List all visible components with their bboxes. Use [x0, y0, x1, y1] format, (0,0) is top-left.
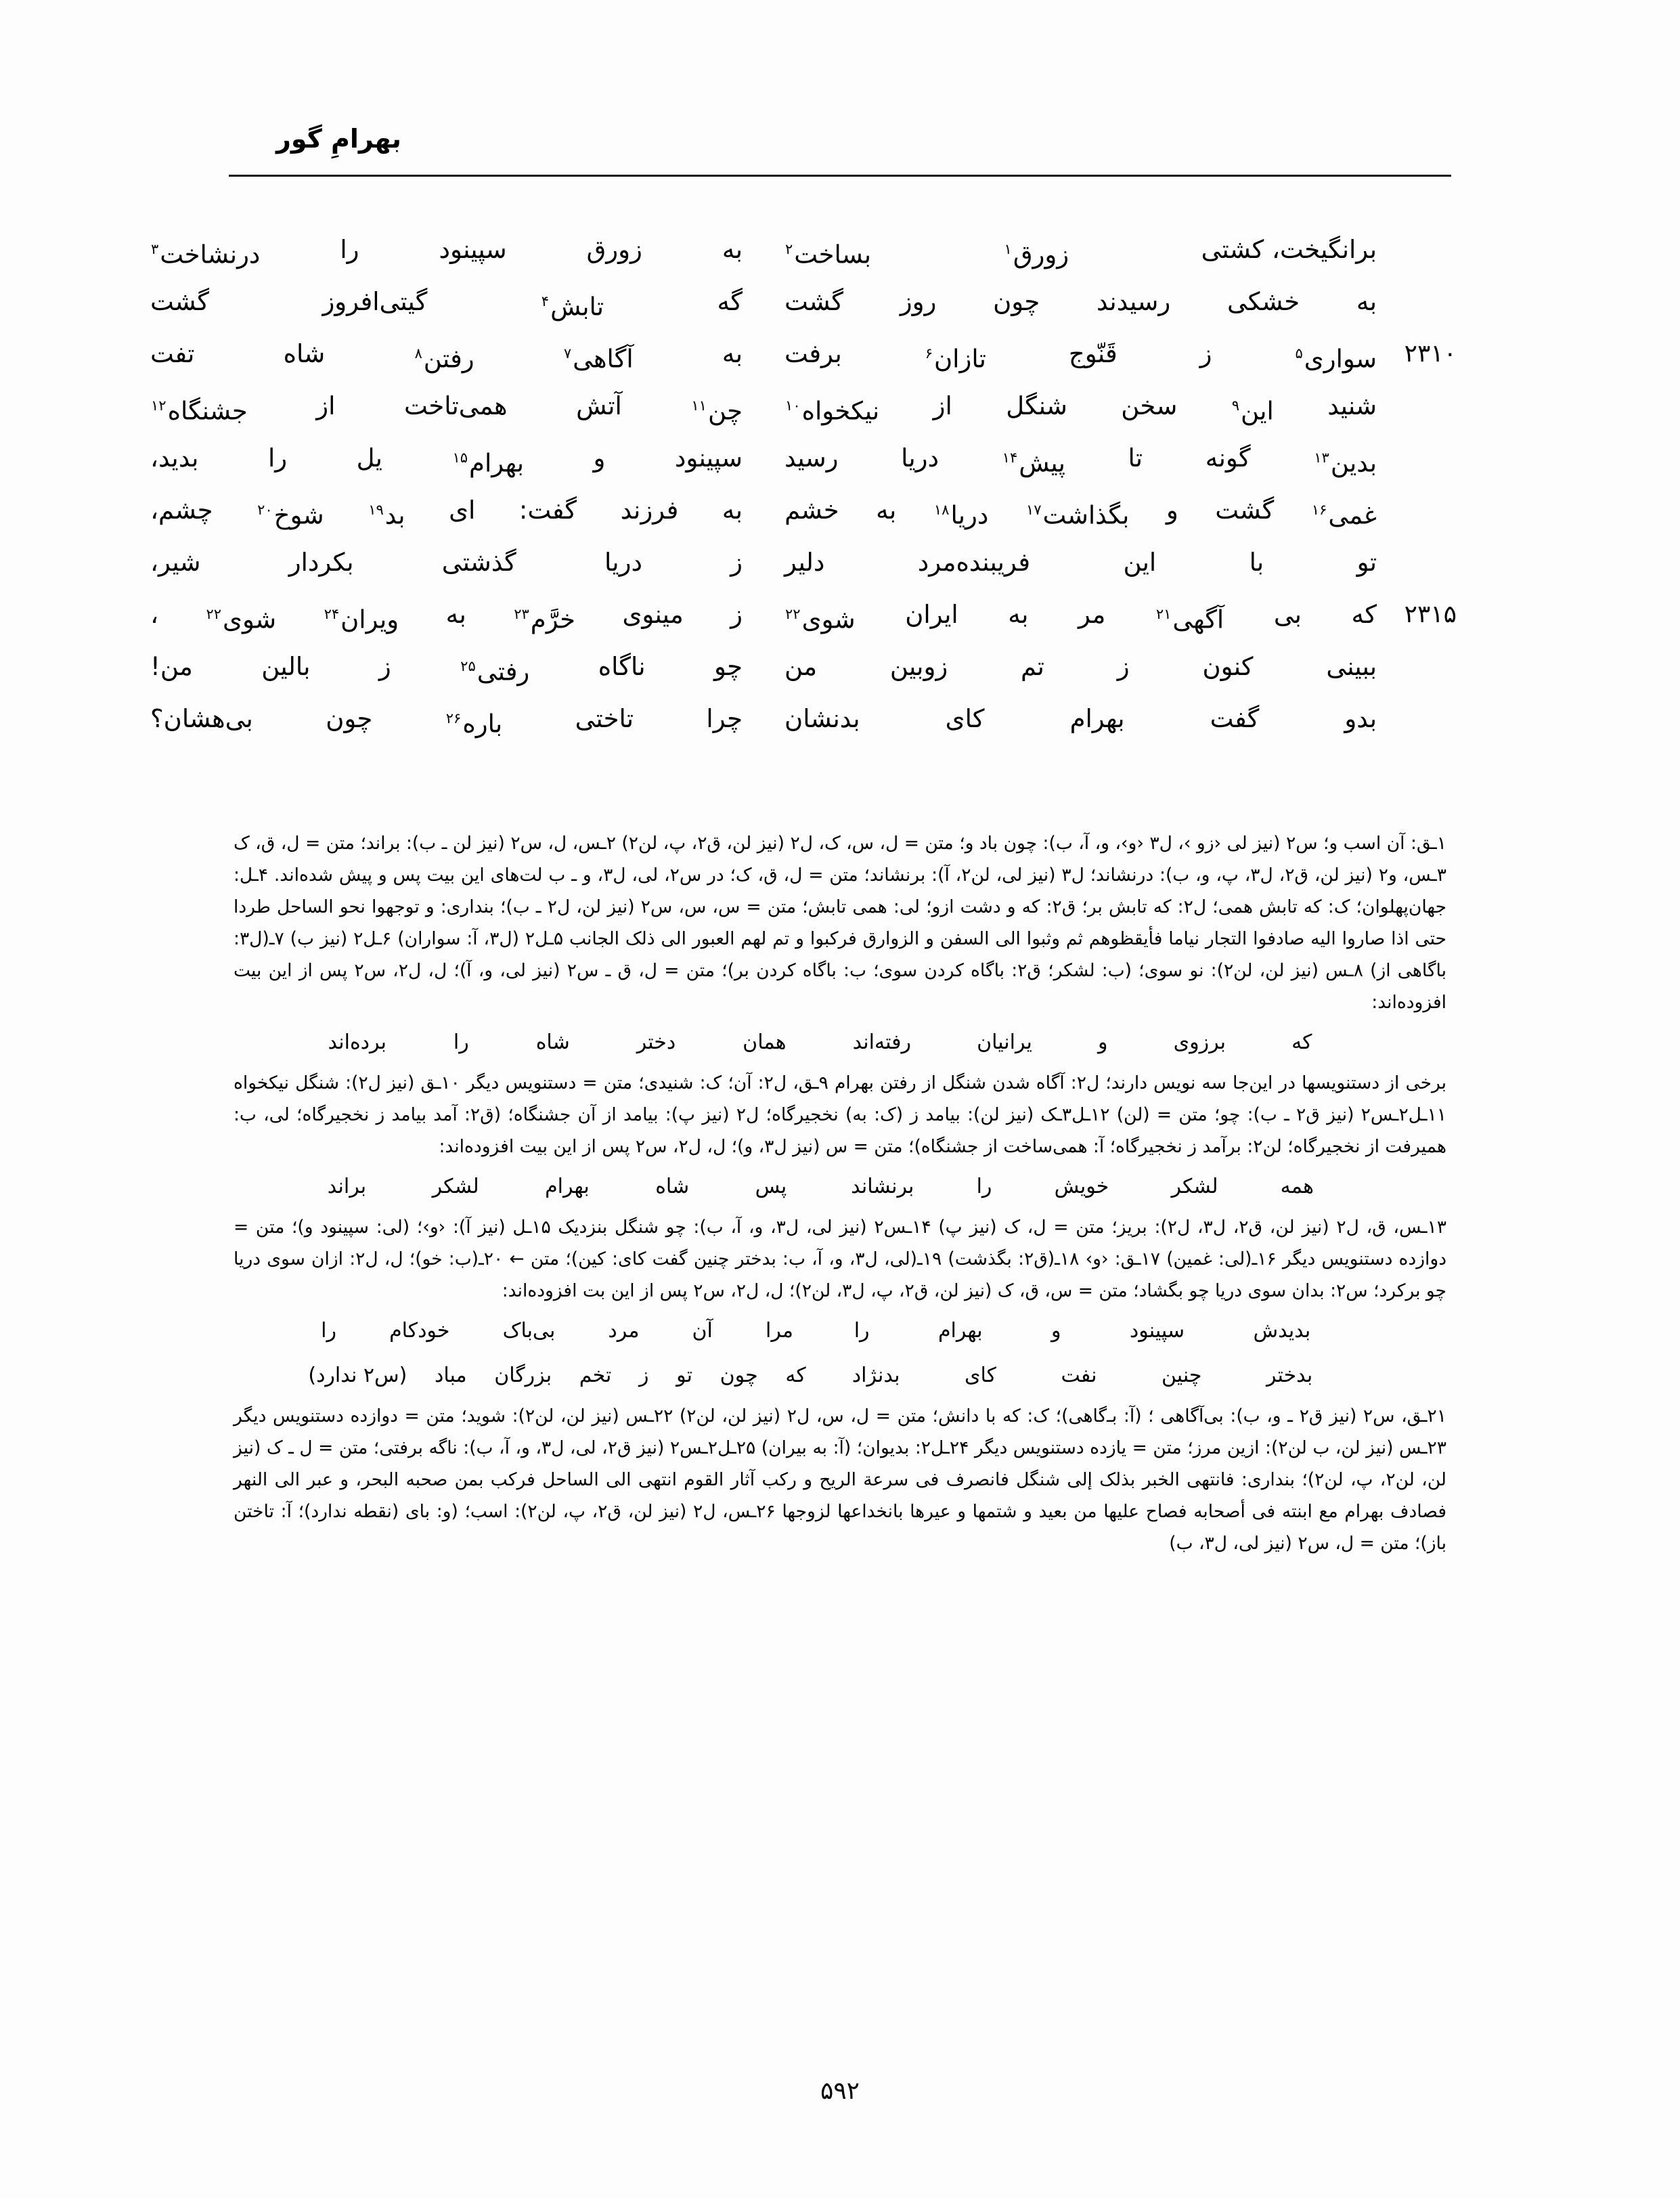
hemistich-first [760, 588, 1457, 645]
inserted-verse-word: مرا [765, 1319, 793, 1343]
inserted-verse-line [234, 1167, 1446, 1207]
inserted-verse-word: بدیدش [1253, 1319, 1311, 1343]
inserted-verse-word: رفته‌اند [852, 1030, 911, 1054]
hemistich-words [760, 223, 1377, 280]
inserted-verse-word: و [1051, 1319, 1061, 1343]
hemistich-first [760, 693, 1457, 745]
verse-word: آگاهی$^۷$ [563, 344, 634, 374]
verse-word: همی‌تاخت [403, 391, 508, 420]
hemistich-second [126, 536, 760, 588]
inserted-hemistich-right [820, 1167, 1345, 1207]
verse-word: مر [1078, 600, 1106, 629]
verse-word: بدین$^{۱۳}$ [1314, 448, 1377, 478]
verse-word: گشت [1215, 496, 1275, 525]
verse-line [150, 432, 1457, 484]
verse-word: بکردار [288, 548, 354, 577]
hemistich-words [126, 588, 743, 645]
footnote-marker: ۱۳ [1314, 450, 1329, 466]
hemistich-words [126, 276, 743, 332]
verse-word: ز [730, 600, 743, 629]
inserted-verse-word: را [854, 1319, 870, 1343]
inserted-verse-word: شاه [535, 1030, 570, 1054]
inserted-hemistich-left [294, 1311, 820, 1351]
inserted-verse-word: دختر [636, 1030, 676, 1054]
verse-word: چشم، [150, 496, 213, 525]
verse-word: رسید [784, 443, 839, 473]
verse-block [150, 223, 1457, 745]
hemistich-first [760, 432, 1457, 489]
verse-number: ۲۳۱۵ [1404, 601, 1457, 628]
hemistich-words [760, 640, 1377, 693]
verse-word: این$^۹$ [1231, 396, 1274, 426]
verse-word: خرَّم$^{۲۳}$ [514, 605, 575, 634]
inserted-verse-word: بهرام [937, 1319, 983, 1343]
inserted-verse-word: لشکر [432, 1175, 479, 1198]
inserted-verse-word: برده‌اند [328, 1030, 386, 1054]
hemistich-words [760, 693, 1377, 745]
inserted-verse-word: را [453, 1030, 469, 1054]
verse-word: زوبین [889, 652, 948, 681]
hemistich-words [760, 276, 1377, 328]
inserted-verse-word: بزرگان [494, 1364, 552, 1387]
footnote-marker: ۲۶ [445, 710, 462, 726]
verse-word: به [722, 496, 743, 525]
inserted-verse-word: مباد [434, 1364, 467, 1387]
footnote-marker: ۲۰ [257, 502, 273, 518]
verse-line [150, 640, 1457, 693]
verse-word: و [593, 443, 606, 473]
verse-word: ویران$^{۲۴}$ [324, 605, 399, 634]
hemistich-second [126, 693, 760, 749]
footnote-marker: ۷ [563, 345, 572, 362]
verse-word: دریا [901, 443, 940, 473]
inserted-verse-word: کای [965, 1364, 996, 1387]
verse-line [150, 588, 1457, 640]
inserted-verse-word: خویش [1054, 1175, 1109, 1198]
verse-word: بالین [261, 652, 311, 681]
hemistich-first [760, 380, 1457, 437]
inserted-verse-word: یرانیان [977, 1030, 1032, 1054]
hemistich-words [126, 693, 743, 749]
inserted-verse-word: لشکر [1171, 1175, 1218, 1198]
inserted-hemistich-right [820, 1311, 1345, 1351]
verse-word: فریبنده‌مرد [917, 548, 1031, 577]
verse-word: آگهی$^{۲۱}$ [1155, 605, 1224, 634]
inserted-verse-word: که [785, 1364, 806, 1387]
apparatus-paragraph: ۲۱ـق، س۲ (نیز ق۲ ـ و، ب): بی‌آگاهی ؛ (آ: بـ‌گاهی)؛ ک: که با دانش؛ متن = ل، س، ل۲ (نیز لن، لن۲) ۲۲ـس (نیز لن، لن۲): شوید؛ متن = دوازده دستنویس دیگر ۲۳ـس (نیز لن، ب لن۲): ازین مرز؛ متن = یازده دستنویس دیگر ۲۴ـل۲: بدیوان؛ (آ: به بیران) ۲۵ـل۲ـس۲ (نیز ق۲، لی، ل۳، و، آ، ب): ناگه برفتی؛ متن = ل ـ ک (نیز لن، لن۲، پ، لن۲)؛ بنداری: فانتهی الخبر بذلک إلی شنگل فانصرف فی سرعة الریح و رکب آثار القوم انتهی الی الساحل فرکب بمن صحبه البحر، و عبر الی النهر فصادف بهرام مع ابنته فی أصحابه فصاح علیها من بعید و شتمها و عیرها بانخداعها لزوجها ۲۶ـس، ل۲ (نیز لن، ق۲، پ، لن۲): اسب؛ (و: بای (نقطه ندارد)؛ آ: تاختن باز)؛ متن = ل، س۲ (نیز لی، ل۳، ب) [234, 1406, 1447, 1554]
footnote-marker: ۲۳ [514, 606, 529, 622]
footnote-marker: ۲۲ [785, 606, 801, 622]
footnote-marker: ۱۹ [368, 502, 384, 518]
running-head: بهرامِ گور [276, 124, 401, 154]
inserted-verse-word: چون [720, 1364, 758, 1387]
verse-word: شنگل [1006, 391, 1067, 420]
inserted-hemistich-left [294, 1022, 820, 1063]
verse-word: بساخت$^۲$ [785, 240, 872, 269]
verse-word: شیر، [150, 548, 201, 577]
verse-word: شوی$^{۲۲}$ [206, 605, 277, 634]
footnote-marker: ۱۶ [1311, 502, 1327, 518]
verse-word: تابش$^۴$ [541, 292, 604, 322]
verse-word: به [722, 235, 743, 264]
inserted-verse-word: شاه [655, 1175, 690, 1198]
verse-word: ز [730, 548, 743, 577]
verse-word: ایران [905, 600, 958, 629]
inserted-verse-word: همان [743, 1030, 787, 1054]
hemistich-second [126, 223, 760, 280]
hemistich-first [760, 536, 1457, 588]
hemistich-words [126, 640, 743, 697]
verse-word: تا [1128, 443, 1143, 473]
inserted-verse-line [234, 1311, 1446, 1351]
verse-word: گیتی‌افروز [322, 287, 428, 316]
inserted-hemistich-right [820, 1022, 1345, 1063]
inserted-hemistich-left [294, 1167, 820, 1207]
inserted-verse-word: که [1291, 1030, 1312, 1054]
verse-word: ببینی [1326, 652, 1377, 681]
verse-word: گفت [1210, 704, 1260, 733]
verse-word: درنشاخت$^۳$ [151, 240, 261, 269]
verse-word: من [784, 652, 818, 681]
verse-word: ز [1199, 339, 1212, 368]
hemistich-words [126, 484, 743, 541]
hemistich-words [760, 432, 1377, 489]
verse-word: شوخ$^{۲۰}$ [257, 500, 324, 530]
hemistich-words [760, 328, 1377, 385]
verse-word: از [933, 391, 952, 420]
hemistich-words [760, 380, 1377, 437]
verse-word: پیش$^{۱۴}$ [1002, 448, 1065, 478]
verse-word: بدو [1344, 704, 1377, 733]
verse-word: ز [1117, 652, 1130, 681]
apparatus-paragraph: ۱۳ـس، ق، ل۲ (نیز لن، ق۲، ل۳، ل۲): بریز؛ متن = ل، ک (نیز پ) ۱۴ـس۲ (نیز لی، ل۳، و، آ، ب): چو شنگل بنزدیک ۱۵ـل (نیز آ): ‹و›؛ (لی: سپینود و)؛ متن = دوازده دستنویس دیگر ۱۶ـ(لی: غمین) ۱۷ـق: ‹و› ۱۸ـ(ق۲: بگذشت) ۱۹ـ(لی، ل۳، و، آ، ب: بدختر چنین گفت کای: کین)؛ متن ← ۲۰ـ(ب: خو)؛ ل، ل۲: ازان سوی دریا چو برکرد؛ س۲: بدان سوی دریا چو بگشاد؛ متن = س، ق، ک (نیز لن، ق۲، پ، ل۳، لن۲)؛ ل، ل۲، س۲ پس از این بت افزوده‌اند: [234, 1217, 1446, 1301]
verse-word: گشت [784, 287, 843, 316]
footnote-marker: ۲ [785, 241, 793, 257]
inserted-verse-word: آن [692, 1319, 713, 1343]
verse-line [150, 276, 1457, 328]
verse-word: را [267, 443, 288, 473]
verse-word: تازان$^۶$ [925, 344, 986, 374]
inserted-verse-word: بدنژاد [852, 1364, 900, 1387]
hemistich-words [126, 328, 743, 385]
footnote-marker: ۲۲ [206, 606, 222, 622]
verse-word: بی [1273, 600, 1302, 629]
verse-word: از [316, 391, 336, 420]
hemistich-words [760, 588, 1377, 645]
footnote-marker: ۲۱ [1155, 606, 1172, 622]
verse-line [151, 223, 1457, 276]
hemistich-second [126, 588, 760, 645]
verse-word: من! [150, 652, 193, 681]
footnote-marker: ۱۸ [933, 502, 950, 518]
hemistich-first [760, 328, 1457, 385]
verse-word: تفت [150, 339, 195, 368]
footnote-marker: ۱۲ [151, 397, 167, 414]
verse-word: ناگاه [598, 652, 646, 681]
verse-line [150, 484, 1457, 536]
inserted-verse-word: بی‌باک [502, 1319, 556, 1343]
verse-word: رفتن$^۸$ [414, 344, 474, 374]
verse-word: بد$^{۱۹}$ [368, 500, 405, 530]
verse-word: چرا [706, 704, 743, 733]
verse-word: زورق$^۱$ [1004, 240, 1069, 269]
apparatus-paragraph: ۱ـق: آن اسب و؛ س۲ (نیز لی ‹زو ›، ل۳ ‹و›، و، آ، ب): چون باد و؛ متن = ل، س، ک، ل۲ (نیز لن، ق۲، پ، لن۲) ۲ـس، ل، س۲ (نیز لن ـ ب): براند؛ متن = ل، ق، ک ۳ـس، و۲ (نیز لن، ق۲، ل۳، پ، و، ب): درنشاند؛ ل۳ (نیز لی، لن۲، آ): برنشاند؛ متن = ل، ق، ک؛ در س۲، لی، ل۳، و ـ ب لت‌های این بیت پس و پیش شده‌اند. ۴ـل: جهان‌پهلوان؛ ک: که تابش همی؛ ل۲: که تابش بر؛ ق۲: که و دشت ازو؛ لی: همی تابش؛ متن = س، س، س۲ (نیز لن، ل۲ ـ ب)؛ بنداری: و توجهوا نحو الساحل طردا حتی اذا صاروا الیه صادفوا التجار نیاما فأیقظوهم ثم وثبوا الی السفن و الزوارق فرکبوا و تم لهم العبور الی ذلک الجانب ۵ـل۲ (ل۳، آ: سواران) ۶ـل۲ (نیز ب) ۷ـ(ل۳: باگاهی از) ۸ـس (نیز لن، لن۲): نو سوی؛ (ب: لشکر؛ ق۲: باگاه کردن سوی؛ ب: باگاه کردن بر)؛ متن = ل، ق ـ س۲ (نیز لی، و، آ)؛ ل، ل۲، س۲ پس از این بیت افزوده‌اند: [234, 833, 1447, 1013]
footnote-marker: ۱۴ [1002, 450, 1018, 466]
footnote-marker: ۱۰ [785, 397, 801, 414]
footnote-marker: ۱ [1004, 241, 1012, 257]
inserted-verse-word: چنین [1161, 1364, 1202, 1387]
inserted-verse-line [234, 1355, 1446, 1396]
footnote-marker: ۴ [541, 293, 550, 309]
verse-word: به [1356, 287, 1377, 316]
inserted-verse-word: براند [327, 1175, 367, 1198]
verse-word: گذشتی [441, 548, 516, 577]
verse-word: گشت [150, 287, 209, 316]
inserted-verse-word: سپینود [1129, 1319, 1185, 1343]
hemistich-words [760, 484, 1377, 541]
inserted-verse-word: را [321, 1319, 336, 1343]
verse-word: سپینود [439, 235, 507, 264]
verse-word: آتش [576, 391, 622, 420]
inserted-verse-line [234, 1022, 1446, 1063]
inserted-verse-word: تو [676, 1364, 692, 1387]
verse-line [150, 328, 1457, 380]
verse-word: رفتی$^{۲۵}$ [460, 657, 530, 687]
hemistich-first [760, 276, 1457, 328]
hemistich-first [760, 640, 1457, 693]
verse-word: خشم [784, 496, 839, 525]
inserted-verse-word: تخم [579, 1364, 612, 1387]
footnote-marker: ۶ [925, 345, 933, 362]
verse-word: روز [900, 287, 937, 316]
verse-word: سواری$^۵$ [1295, 344, 1377, 374]
verse-word: به [722, 339, 743, 368]
verse-word: به [876, 496, 897, 525]
verse-line [151, 380, 1457, 432]
verse-word: شوی$^{۲۲}$ [785, 605, 856, 634]
hemistich-words [126, 536, 743, 588]
verse-word: چو [714, 652, 743, 681]
critical-apparatus [234, 827, 1446, 1559]
verse-word: قَنّوج [1068, 339, 1118, 368]
verse-word: مینوی [622, 600, 684, 629]
verse-word: سپینود [674, 443, 743, 473]
verse-word: بهرام$^{۱۵}$ [452, 448, 524, 478]
verse-word: و [1166, 496, 1178, 525]
verse-word: دریا [604, 548, 642, 577]
verse-word: دریا$^{۱۸}$ [933, 500, 989, 530]
verse-word: به [1008, 600, 1029, 629]
verse-word: باره$^{۲۶}$ [445, 709, 503, 739]
hemistich-words [760, 536, 1377, 588]
footnote-marker: ۵ [1295, 345, 1303, 362]
verse-word: چن$^{۱۱}$ [691, 396, 743, 426]
inserted-verse-word: همه [1280, 1175, 1314, 1198]
verse-word: سخن [1121, 391, 1178, 420]
verse-word: غمی$^{۱۶}$ [1311, 500, 1377, 530]
footnote-marker: ۱۱ [691, 397, 707, 414]
footnote-marker: ۸ [414, 345, 422, 362]
verse-word: به [445, 600, 466, 629]
verse-word: با [1249, 548, 1264, 577]
header-rule [229, 175, 1451, 177]
inserted-verse-word: خودکام [389, 1319, 450, 1343]
verse-word: یل [356, 443, 382, 473]
verse-word: بی‌هشان؟ [150, 704, 253, 733]
footnote-marker: ۲۴ [324, 606, 340, 622]
hemistich-first [760, 484, 1457, 541]
inserted-verse-word: برنشاند [851, 1175, 914, 1198]
inserted-verse-word: را [976, 1175, 992, 1198]
verse-word: گونه [1205, 443, 1251, 473]
inserted-verse-word: پس [755, 1175, 787, 1198]
verse-word: این [1123, 548, 1157, 577]
footnote-marker: ۳ [151, 241, 159, 257]
hemistich-second [126, 640, 760, 697]
verse-word: رسیدند [1097, 287, 1171, 316]
footnote-marker: ۹ [1231, 397, 1240, 414]
verse-word: کنون [1202, 652, 1254, 681]
verse-word: چون [326, 704, 373, 733]
footnote-marker: ۱۵ [452, 450, 468, 466]
apparatus-paragraph: برخی از دستنویسها در این‌جا سه نویس دارند؛ ل۲: آگاه شدن شنگل از رفتن بهرام ۹ـق، ل۲: آن؛ ک: شنیدی؛ متن = دستنویس دیگر ۱۰ـق (نیز ل۲): شنگل نیکخواه ۱۱ـل۲ـس۲ (نیز ق۲ ـ ب): چو؛ متن = (لن) ۱۲ـل۳ـک (نیز لن): بیامد ز (ک: به) نخجیرگاه؛ ل۲ (نیز پ): بیامد از آن جشنگاه؛ (ق۲: آمد بیامد ز نخجیرگاه؛ لی، ب: همیرفت از نخجیرگاه؛ لن۲: برآمد ز نخجیرگاه؛ آ: همی‌ساخت از جشنگاه)؛ متن = س (نیز ل۳، و)؛ ل، ل۲، س۲ پس از این بیت افزوده‌اند: [234, 1072, 1446, 1157]
verse-word: برفت [784, 339, 842, 368]
verse-word: تاختی [575, 704, 634, 733]
inserted-verse-word: مرد [608, 1319, 640, 1343]
inserted-verse-word: بهرام [545, 1175, 590, 1198]
verse-word: گفت: [518, 496, 577, 525]
inserted-hemistich-left [294, 1355, 820, 1396]
hemistich-words [126, 432, 743, 489]
inserted-verse-word: (س۲ ندارد) [308, 1364, 407, 1387]
verse-word: خشکی [1226, 287, 1300, 316]
hemistich-second [126, 276, 760, 332]
inserted-verse-word: برزوی [1173, 1030, 1226, 1054]
verse-word: شنید [1327, 391, 1377, 420]
hemistich-second [126, 432, 760, 489]
verse-word: بگذاشت$^{۱۷}$ [1025, 500, 1130, 530]
inserted-verse-word: نفت [1061, 1364, 1097, 1387]
hemistich-second [126, 380, 760, 437]
verse-word: دلیر [784, 548, 825, 577]
verse-word: که [1351, 600, 1377, 629]
verse-word: بدنشان [784, 704, 860, 733]
hemistich-words [126, 223, 743, 280]
hemistich-first [760, 223, 1457, 280]
verse-line [150, 693, 1457, 745]
inserted-verse-word: ز [639, 1364, 649, 1387]
footnote-marker: ۲۵ [460, 658, 476, 674]
footnote-marker: ۱۷ [1025, 502, 1042, 518]
verse-word: تو [1356, 548, 1377, 577]
running-head-container [237, 126, 1443, 187]
inserted-verse-word: بدختر [1266, 1364, 1313, 1387]
verse-number: ۲۳۱۰ [1404, 340, 1457, 368]
verse-word: ، [150, 600, 159, 629]
inserted-verse-word: و [1098, 1030, 1108, 1054]
folio-number: ۵۹۲ [820, 2077, 860, 2105]
verse-word: کای [945, 704, 985, 733]
verse-word: بدید، [150, 443, 199, 473]
verse-word: زورق [586, 235, 642, 264]
hemistich-words [126, 380, 743, 437]
verse-word: چون [993, 287, 1040, 316]
verse-word: برانگیخت، کشتی [1201, 235, 1377, 264]
verse-word: جشنگاه$^{۱۲}$ [151, 396, 248, 426]
verse-word: فرزند [620, 496, 679, 525]
inserted-hemistich-right [820, 1355, 1345, 1396]
hemistich-second [126, 328, 760, 385]
verse-word: شاه [283, 339, 326, 368]
verse-word: ای [449, 496, 476, 525]
verse-word: تم [1021, 652, 1044, 681]
verse-word: را [340, 235, 359, 264]
verse-word: ز [378, 652, 391, 681]
hemistich-second [126, 484, 760, 541]
verse-line [150, 536, 1457, 588]
verse-word: گه [717, 287, 743, 316]
verse-word: بهرام [1069, 704, 1125, 733]
verse-word: نیکخواه$^{۱۰}$ [785, 396, 880, 426]
